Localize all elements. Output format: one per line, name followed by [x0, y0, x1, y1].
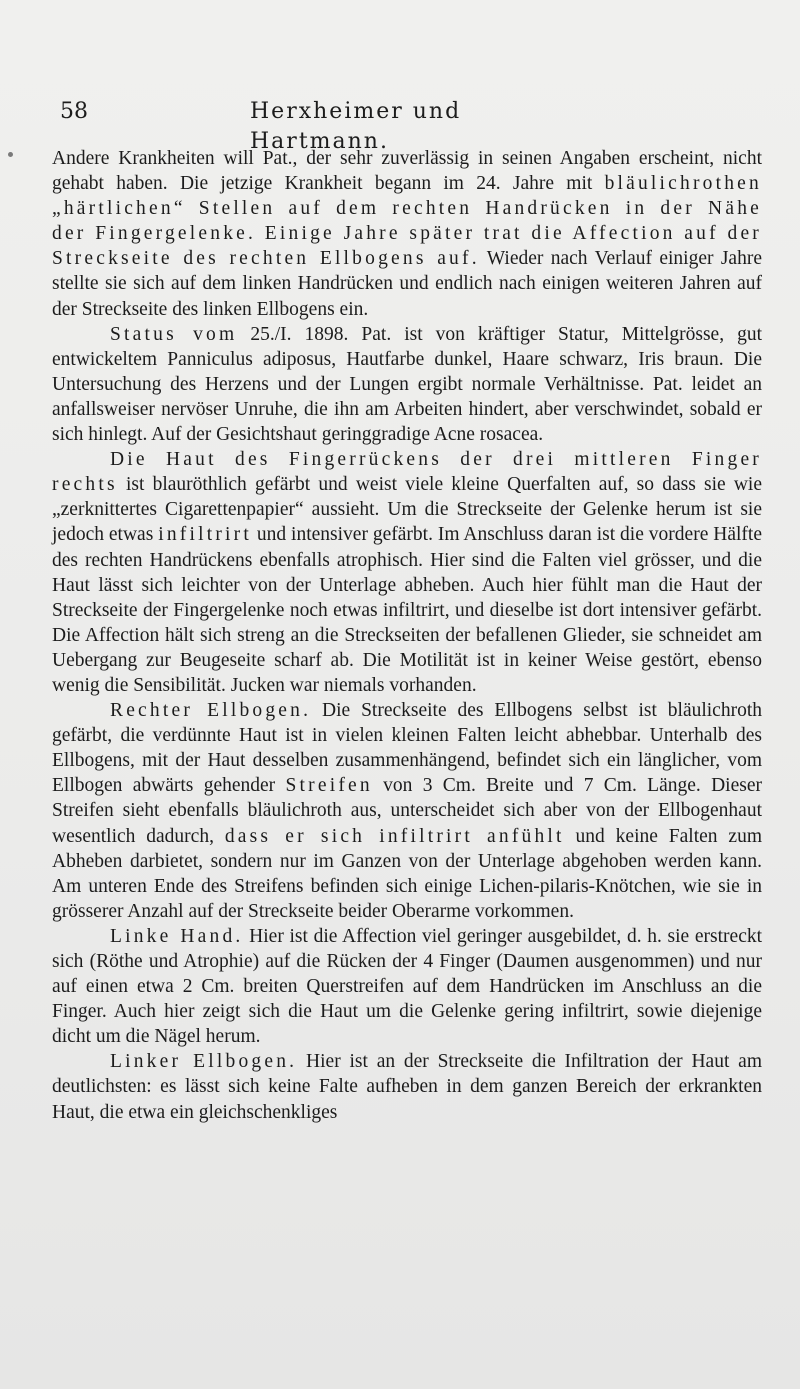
page-number: 58	[60, 99, 88, 124]
emphasized-text: Rechter Ellbogen.	[110, 700, 312, 722]
running-head: Herxheimer und Hartmann.	[250, 99, 462, 154]
text-run: Hier ist die Affection viel geringer ausgebildet, d. h. sie erstreckt sich (Röthe und Atrophie) auf die Rücken der 4 Finger (Daumen ausgenommen) und nur auf einen etwa 2 Cm. breiten Querstreifen auf dem Handrücken im Anschluss an die Finger. Auch hier zeigt sich die Haut um die Gelenke gering infiltrirt, sowie diejenige dicht um die Nägel herum.	[52, 925, 763, 1048]
emphasized-text: dass er sich infiltrirt anfühlt	[224, 825, 565, 847]
text-run: Hier ist an der Streckseite die Infiltration der Haut am deutlichsten: es lässt sich keine Falte aufheben in dem ganzen Bereich der erkrankten Haut, die etwa ein gleichschenkliges	[52, 1051, 762, 1123]
body-text	[52, 146, 762, 1125]
page-header	[60, 97, 580, 154]
emphasized-text: infiltrirt	[158, 524, 252, 546]
paragraph	[52, 698, 762, 924]
text-run: Die Streckseite des Ellbogens selbst ist bläulichroth gefärbt, die verdünnte Haut ist in vielen kleinen Falten leicht abhebbar. Unterhalb des Ellbogens, mit der Haut desselben zusammenhängend, befindet sich ein länglicher, vom Ellbogen abwärts gehender	[52, 700, 763, 797]
paragraph	[52, 1049, 762, 1124]
text-run: ist blauröthlich gefärbt und weist viele kleine Querfalten auf, so dass sie wie „zerknittertes Cigarettenpapier“ aussieht. Um die Streckseite der Gelenke herum ist sie jedoch etwas	[52, 474, 762, 546]
paragraph	[52, 924, 762, 1049]
emphasized-text: Linke Hand.	[110, 925, 244, 947]
paragraph	[52, 322, 762, 447]
emphasized-text: Die Haut des Fingerrückens der drei mittleren Finger rechts	[52, 449, 762, 496]
paragraph	[52, 447, 762, 698]
text-run: 25./I. 1898. Pat. ist von kräftiger Statur, Mittelgrösse, gut entwickeltem Panniculus adiposus, Hautfarbe dunkel, Haare schwarz, Iris braun. Die Untersuchung des Herzens und der Lungen ergibt normale Verhältnisse. Pat. leidet an anfallsweiser nervöser Unruhe, die ihn am Arbeiten hindert, aber verschwindet, sobald er sich hinlegt. Auf der Gesichtshaut geringgradige Acne rosacea.	[52, 323, 763, 446]
emphasized-text: Status vom	[110, 323, 238, 345]
text-run: Andere Krankheiten will Pat., der sehr zuverlässig in seinen Angaben erscheint, nicht gehabt haben. Die jetzige Krankheit begann im 24. Jahre mit	[52, 148, 762, 195]
emphasized-text: Streifen	[285, 775, 373, 797]
text-run: von 3 Cm. Breite und 7 Cm. Länge. Dieser Streifen sieht ebenfalls bläulichroth aus, unterscheidet sich aber von der Ellbogenhaut wesentlich dadurch,	[52, 775, 762, 847]
text-run: Wieder nach Verlauf einiger Jahre stellte sie sich auf dem linken Handrücken und endlich nach einigen weiteren Jahren auf der Streckseite des linken Ellbogens ein.	[52, 248, 762, 320]
emphasized-text: bläulichrothen „härtlichen“ Stellen auf dem rechten Handrücken in der Nähe der Fingergelenke. Einige Jahre später trat die Affection auf der Streckseite des rechten Ellbogens auf.	[52, 173, 762, 270]
text-run: und intensiver gefärbt. Im Anschluss daran ist die vordere Hälfte des rechten Handrückens ebenfalls atrophisch. Hier sind die Falten viel grösser, und die Haut lässt sich leichter von der Unterlage abheben. Auch hier fühlt man die Haut der Streckseite der Fingergelenke noch etwas infiltrirt, und dieselbe ist dort intensiver gefärbt. Die Affection hält sich streng an die Streckseiten der befallenen Glieder, sie schneidet am Uebergang zur Beugeseite scharf ab. Die Motilität ist in keiner Weise gestört, ebenso wenig die Sensibilität. Jucken war niemals vorhanden.	[52, 524, 762, 696]
emphasized-text: Linker Ellbogen.	[110, 1051, 298, 1073]
margin-mark	[8, 152, 13, 157]
text-run: und keine Falten zum Abheben darbietet, sondern nur im Ganzen von der Unterlage abgehoben werden kann. Am unteren Ende des Streifens befinden sich einige Lichen-pilaris-Knötchen, wie sie in grösserer Anzahl auf der Streckseite beider Oberarme vorkommen.	[52, 825, 762, 922]
paragraph	[52, 146, 762, 322]
